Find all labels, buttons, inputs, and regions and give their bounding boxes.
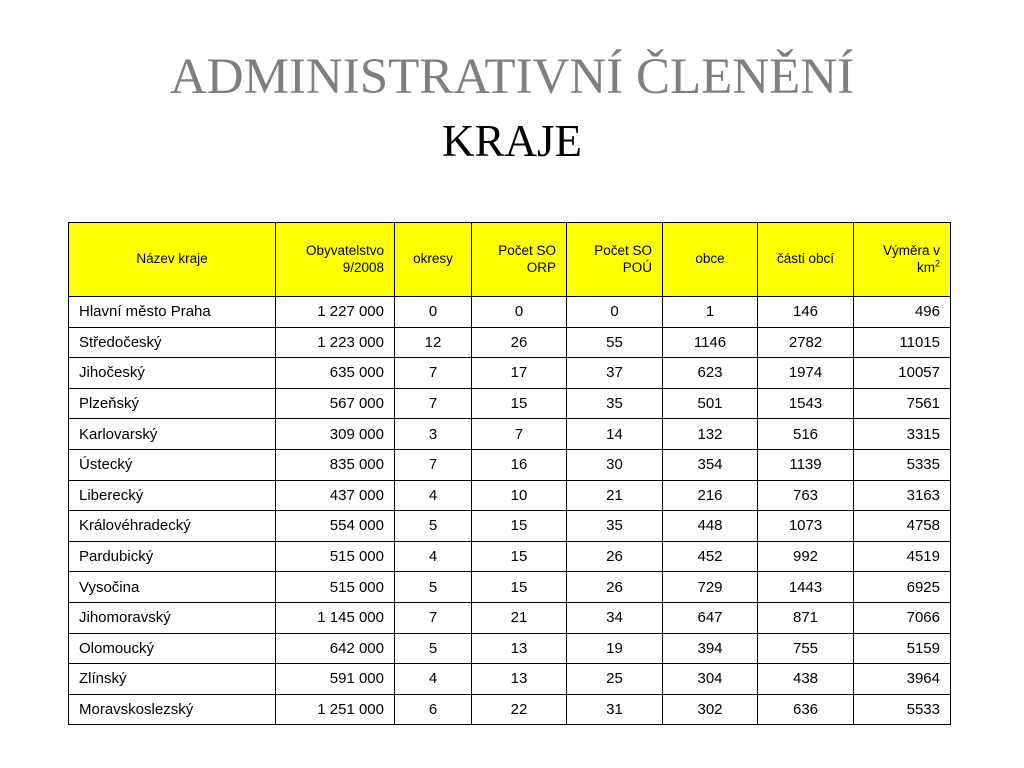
cell-municipalities: 623 [663,358,758,389]
cell-districts: 4 [395,664,472,695]
cell-orp: 15 [472,572,567,603]
cell-orp: 15 [472,511,567,542]
cell-districts: 7 [395,388,472,419]
cell-area: 4519 [854,541,951,572]
table-row [69,297,951,328]
cell-region-name: Ústecký [69,449,276,480]
cell-districts: 4 [395,480,472,511]
cell-orp: 15 [472,541,567,572]
cell-orp: 22 [472,694,567,725]
cell-population: 515 000 [276,572,395,603]
cell-population: 1 223 000 [276,327,395,358]
cell-orp: 13 [472,633,567,664]
header-municipalities [663,223,758,297]
header-pou-line2: POÚ [622,259,652,275]
header-pou [567,223,663,297]
table-row [69,327,951,358]
cell-parts: 1073 [758,511,854,542]
cell-region-name: Moravskoslezský [69,694,276,725]
cell-districts: 12 [395,327,472,358]
table-row [69,633,951,664]
cell-parts: 2782 [758,327,854,358]
header-area-unit: km [916,259,935,275]
cell-area: 3964 [854,664,951,695]
cell-pou: 34 [567,602,663,633]
cell-area: 3315 [854,419,951,450]
table-header-row [69,223,951,297]
header-districts [395,223,472,297]
cell-orp: 13 [472,664,567,695]
table-row [69,388,951,419]
cell-population: 1 251 000 [276,694,395,725]
cell-orp: 10 [472,480,567,511]
table-row [69,541,951,572]
cell-municipalities: 132 [663,419,758,450]
cell-region-name: Liberecký [69,480,276,511]
cell-region-name: Pardubický [69,541,276,572]
cell-municipalities: 216 [663,480,758,511]
cell-region-name: Královéhradecký [69,511,276,542]
cell-municipalities: 354 [663,449,758,480]
cell-districts: 0 [395,297,472,328]
cell-districts: 4 [395,541,472,572]
cell-area: 5159 [854,633,951,664]
cell-area: 5533 [854,694,951,725]
table-body [69,297,951,725]
cell-population: 1 227 000 [276,297,395,328]
cell-pou: 21 [567,480,663,511]
header-population [276,223,395,297]
cell-parts: 1543 [758,388,854,419]
page-subtitle: KRAJE [441,116,582,166]
cell-districts: 6 [395,694,472,725]
cell-pou: 31 [567,694,663,725]
cell-pou: 55 [567,327,663,358]
header-orp-line2: ORP [526,259,556,275]
header-parts-label: části obcí [776,251,835,267]
header-population-line2: 9/2008 [342,259,384,275]
cell-parts: 1974 [758,358,854,389]
cell-districts: 7 [395,358,472,389]
cell-population: 309 000 [276,419,395,450]
cell-population: 1 145 000 [276,602,395,633]
header-area-sup: 2 [934,258,940,268]
cell-municipalities: 304 [663,664,758,695]
cell-orp: 21 [472,602,567,633]
cell-region-name: Středočeský [69,327,276,358]
cell-population: 554 000 [276,511,395,542]
cell-districts: 7 [395,449,472,480]
header-districts-label: okresy [413,251,453,267]
cell-orp: 7 [472,419,567,450]
cell-pou: 26 [567,572,663,603]
cell-area: 496 [854,297,951,328]
cell-area: 6925 [854,572,951,603]
cell-parts: 992 [758,541,854,572]
cell-region-name: Jihomoravský [69,602,276,633]
header-area-line1: Výměra v [882,242,940,258]
cell-area: 3163 [854,480,951,511]
cell-area: 7561 [854,388,951,419]
cell-parts: 516 [758,419,854,450]
header-orp [472,223,567,297]
cell-pou: 37 [567,358,663,389]
cell-pou: 19 [567,633,663,664]
header-population-line1: Obyvatelstvo [305,242,384,258]
table-row [69,664,951,695]
header-parts [758,223,854,297]
page-title: ADMINISTRATIVNÍ ČLENĚNÍ [169,49,855,105]
cell-parts: 1443 [758,572,854,603]
header-name [69,223,276,297]
cell-orp: 26 [472,327,567,358]
cell-region-name: Jihočeský [69,358,276,389]
cell-area: 4758 [854,511,951,542]
cell-region-name: Karlovarský [69,419,276,450]
cell-region-name: Zlínský [69,664,276,695]
cell-municipalities: 394 [663,633,758,664]
header-name-label: Název kraje [136,251,208,267]
cell-population: 642 000 [276,633,395,664]
cell-pou: 35 [567,388,663,419]
cell-region-name: Olomoucký [69,633,276,664]
cell-municipalities: 729 [663,572,758,603]
header-pou-line1: Počet SO [594,242,652,258]
cell-municipalities: 501 [663,388,758,419]
cell-region-name: Plzeňský [69,388,276,419]
cell-municipalities: 448 [663,511,758,542]
cell-population: 567 000 [276,388,395,419]
cell-parts: 755 [758,633,854,664]
table-row [69,449,951,480]
cell-population: 437 000 [276,480,395,511]
cell-population: 835 000 [276,449,395,480]
table-row [69,358,951,389]
cell-parts: 763 [758,480,854,511]
cell-pou: 25 [567,664,663,695]
header-orp-line1: Počet SO [498,242,556,258]
cell-region-name: Vysočina [69,572,276,603]
cell-population: 635 000 [276,358,395,389]
header-area [854,223,951,297]
cell-parts: 636 [758,694,854,725]
cell-orp: 0 [472,297,567,328]
cell-pou: 35 [567,511,663,542]
cell-orp: 17 [472,358,567,389]
table-row [69,511,951,542]
cell-orp: 16 [472,449,567,480]
cell-area: 10057 [854,358,951,389]
header-municipalities-label: obce [695,251,725,267]
cell-municipalities: 302 [663,694,758,725]
cell-pou: 26 [567,541,663,572]
cell-pou: 0 [567,297,663,328]
table-row [69,419,951,450]
cell-orp: 15 [472,388,567,419]
table-row [69,572,951,603]
cell-parts: 146 [758,297,854,328]
cell-pou: 14 [567,419,663,450]
cell-pou: 30 [567,449,663,480]
cell-districts: 5 [395,572,472,603]
cell-districts: 5 [395,511,472,542]
cell-parts: 438 [758,664,854,695]
cell-area: 11015 [854,327,951,358]
cell-population: 591 000 [276,664,395,695]
table-row [69,694,951,725]
cell-area: 5335 [854,449,951,480]
cell-municipalities: 452 [663,541,758,572]
regions-table [68,222,951,725]
cell-population: 515 000 [276,541,395,572]
cell-municipalities: 1 [663,297,758,328]
cell-districts: 7 [395,602,472,633]
cell-municipalities: 1146 [663,327,758,358]
cell-parts: 871 [758,602,854,633]
table-row [69,480,951,511]
cell-districts: 5 [395,633,472,664]
cell-districts: 3 [395,419,472,450]
cell-parts: 1139 [758,449,854,480]
cell-area: 7066 [854,602,951,633]
cell-region-name: Hlavní město Praha [69,297,276,328]
cell-municipalities: 647 [663,602,758,633]
table-row [69,602,951,633]
